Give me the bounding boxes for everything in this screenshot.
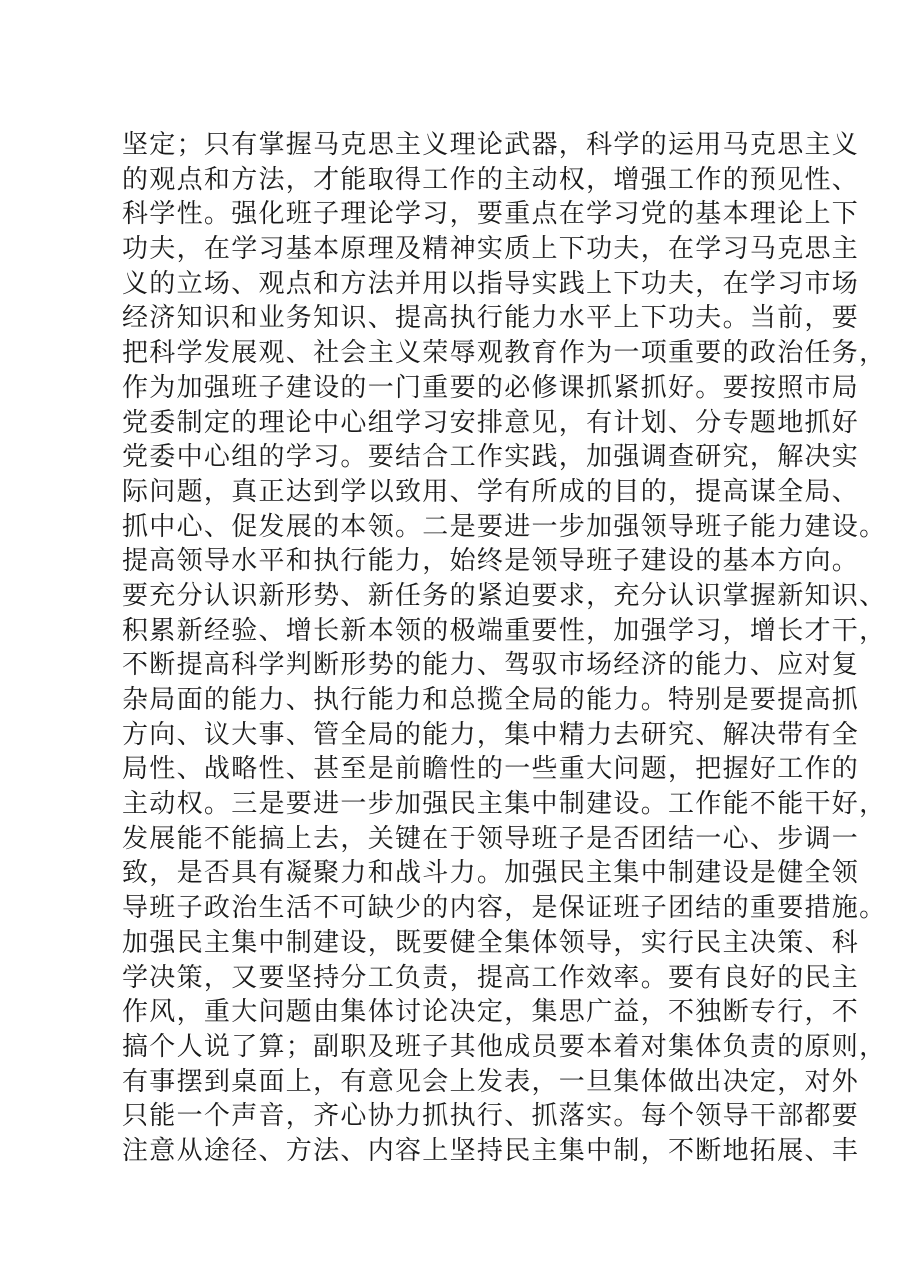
text-line: 把科学发展观、社会主义荣辱观教育作为一项重要的政治任务， bbox=[122, 338, 887, 369]
text-line: 方向、议大事、管全局的能力，集中精力去研究、解决带有全 bbox=[122, 719, 860, 750]
text-line: 有事摆到桌面上，有意见会上发表，一旦集体做出决定，对外 bbox=[122, 1066, 860, 1097]
text-line: 注意从途径、方法、内容上坚持民主集中制，不断地拓展、丰 bbox=[122, 1135, 860, 1166]
text-line: 抓中心、促发展的本领。二是要进一步加强领导班子能力建设。 bbox=[122, 511, 887, 542]
text-line: 杂局面的能力、执行能力和总揽全局的能力。特别是要提高抓 bbox=[122, 685, 860, 715]
text-line: 发展能不能搞上去，关键在于领导班子是否团结一心、步调一 bbox=[122, 823, 860, 854]
text-line: 际问题，真正达到学以致用、学有所成的目的，提高谋全局、 bbox=[122, 476, 860, 507]
text-line: 主动权。三是要进一步加强民主集中制建设。工作能不能干好， bbox=[122, 789, 887, 820]
text-line: 的观点和方法，才能取得工作的主动权，增强工作的预见性、 bbox=[122, 164, 860, 195]
text-line: 科学性。强化班子理论学习，要重点在学习党的基本理论上下 bbox=[122, 199, 860, 230]
text-line: 经济知识和业务知识、提高执行能力水平上下功夫。当前，要 bbox=[122, 303, 860, 334]
text-line: 坚定；只有掌握马克思主义理论武器，科学的运用马克思主义 bbox=[122, 130, 860, 160]
text-line: 致，是否具有凝聚力和战斗力。加强民主集中制建设是健全领 bbox=[122, 858, 860, 889]
text-line: 作风，重大问题由集体讨论决定，集思广益，不独断专行，不 bbox=[122, 997, 860, 1028]
text-line: 不断提高科学判断形势的能力、驾驭市场经济的能力、应对复 bbox=[122, 650, 860, 681]
text-line: 党委制定的理论中心组学习安排意见，有计划、分专题地抓好 bbox=[122, 407, 860, 438]
text-line: 局性、战略性、甚至是前瞻性的一些重大问题，把握好工作的 bbox=[122, 754, 860, 785]
text-line: 加强民主集中制建设，既要健全集体领导，实行民主决策、科 bbox=[122, 927, 860, 958]
text-line: 要充分认识新形势、新任务的紧迫要求，充分认识掌握新知识、 bbox=[122, 580, 887, 611]
body-paragraph bbox=[122, 128, 887, 1169]
text-line: 提高领导水平和执行能力，始终是领导班子建设的基本方向。 bbox=[122, 546, 860, 577]
text-line: 作为加强班子建设的一门重要的必修课抓紧抓好。要按照市局 bbox=[122, 372, 860, 403]
text-line: 学决策，又要坚持分工负责，提高工作效率。要有良好的民主 bbox=[122, 962, 860, 993]
text-line: 功夫，在学习基本原理及精神实质上下功夫，在学习马克思主 bbox=[122, 234, 860, 265]
text-line: 搞个人说了算；副职及班子其他成员要本着对集体负责的原则， bbox=[122, 1031, 887, 1062]
text-line: 导班子政治生活不可缺少的内容，是保证班子团结的重要措施。 bbox=[122, 893, 887, 924]
text-line: 义的立场、观点和方法并用以指导实践上下功夫，在学习市场 bbox=[122, 268, 860, 299]
text-line: 积累新经验、增长新本领的极端重要性，加强学习，增长才干， bbox=[122, 615, 887, 646]
text-line: 只能一个声音，齐心协力抓执行、抓落实。每个领导干部都要 bbox=[122, 1101, 860, 1132]
text-line: 党委中心组的学习。要结合工作实践，加强调查研究，解决实 bbox=[122, 442, 860, 473]
